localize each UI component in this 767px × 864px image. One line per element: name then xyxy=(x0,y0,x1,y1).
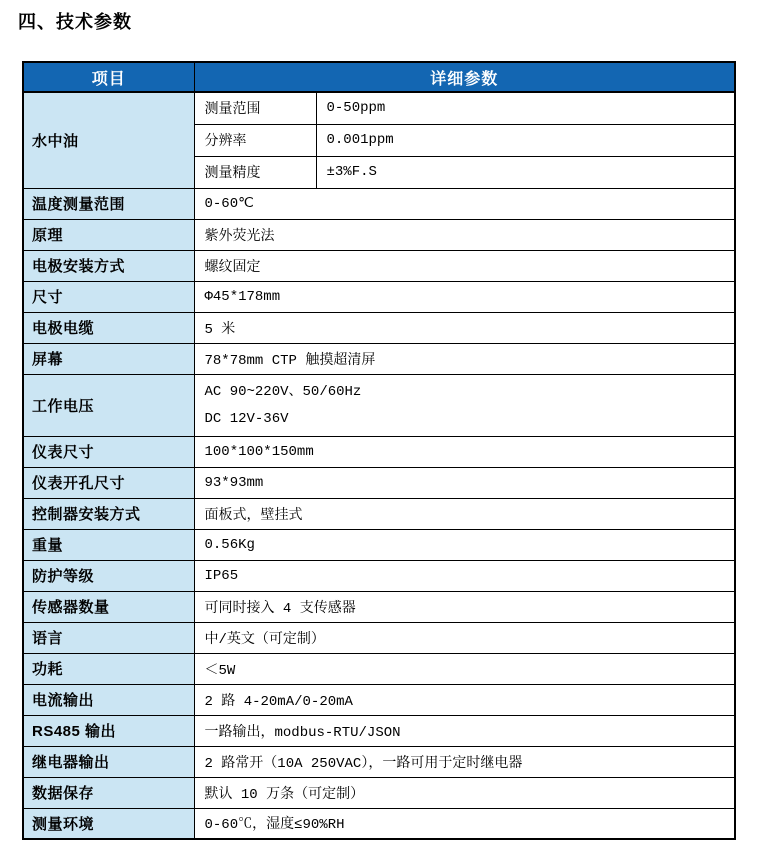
spec-table xyxy=(22,61,736,840)
table-row xyxy=(23,92,735,124)
item-cell: 工作电压 xyxy=(23,374,194,436)
item-cell: 重量 xyxy=(23,529,194,560)
header-cell-params: 详细参数 xyxy=(194,62,735,92)
param-value-cell: 一路输出，modbus-RTU/JSON xyxy=(194,715,735,746)
param-value-cell: 可同时接入 4 支传感器 xyxy=(194,591,735,622)
param-value-cell: 0.001ppm xyxy=(316,124,735,156)
value-line: AC 90~220V、50/60Hz xyxy=(204,383,362,400)
param-value-cell: 100*100*150mm xyxy=(194,436,735,467)
item-cell: 防护等级 xyxy=(23,560,194,591)
item-cell: 电极电缆 xyxy=(23,312,194,343)
item-cell: 屏幕 xyxy=(23,343,194,374)
param-label-cell: 测量精度 xyxy=(194,156,316,188)
param-label-cell: 分辨率 xyxy=(194,124,316,156)
item-cell: 电极安装方式 xyxy=(23,250,194,281)
table-row xyxy=(23,467,735,498)
item-cell: RS485 输出 xyxy=(23,715,194,746)
table-row xyxy=(23,498,735,529)
table-row xyxy=(23,808,735,839)
param-label-cell: 测量范围 xyxy=(194,92,316,124)
item-cell: 仪表尺寸 xyxy=(23,436,194,467)
param-value-cell: 紫外荧光法 xyxy=(194,219,735,250)
table-row xyxy=(23,715,735,746)
param-value-cell: 默认 10 万条（可定制） xyxy=(194,777,735,808)
param-value-cell: Φ45*178mm xyxy=(194,281,735,312)
item-cell: 温度测量范围 xyxy=(23,188,194,219)
table-row xyxy=(23,219,735,250)
value-line: DC 12V-36V xyxy=(204,410,289,427)
table-row xyxy=(23,188,735,219)
param-value-cell: 93*93mm xyxy=(194,467,735,498)
item-cell: 电流输出 xyxy=(23,684,194,715)
table-row xyxy=(23,746,735,777)
param-value-cell: 2 路 4-20mA/0-20mA xyxy=(194,684,735,715)
table-row xyxy=(23,343,735,374)
header-cell-item: 项目 xyxy=(23,62,194,92)
table-row xyxy=(23,622,735,653)
table-row xyxy=(23,777,735,808)
item-cell: 原理 xyxy=(23,219,194,250)
table-row xyxy=(23,560,735,591)
param-value-cell: 78*78mm CTP 触摸超清屏 xyxy=(194,343,735,374)
param-value-cell: 螺纹固定 xyxy=(194,250,735,281)
param-value-cell: ＜5W xyxy=(194,653,735,684)
param-value-cell: 面板式，壁挂式 xyxy=(194,498,735,529)
table-row xyxy=(23,529,735,560)
item-cell: 语言 xyxy=(23,622,194,653)
table-row xyxy=(23,653,735,684)
item-cell: 仪表开孔尺寸 xyxy=(23,467,194,498)
table-row xyxy=(23,684,735,715)
param-value-cell: 5 米 xyxy=(194,312,735,343)
item-cell: 功耗 xyxy=(23,653,194,684)
param-value-cell: 中/英文（可定制） xyxy=(194,622,735,653)
header-row xyxy=(23,62,735,92)
page-title: 四、技术参数 xyxy=(18,12,132,32)
param-value-cell: 0-60℃，湿度≤90%RH xyxy=(194,808,735,839)
table-row xyxy=(23,281,735,312)
table-row xyxy=(23,312,735,343)
item-cell: 尺寸 xyxy=(23,281,194,312)
item-cell: 继电器输出 xyxy=(23,746,194,777)
item-cell: 数据保存 xyxy=(23,777,194,808)
item-cell: 水中油 xyxy=(23,92,194,188)
table-row xyxy=(23,374,735,436)
param-value-cell: 0-50ppm xyxy=(316,92,735,124)
param-value-cell: 2 路常开（10A 250VAC），一路可用于定时继电器 xyxy=(194,746,735,777)
item-cell: 控制器安装方式 xyxy=(23,498,194,529)
param-value-cell: 0-60℃ xyxy=(194,188,735,219)
table-row xyxy=(23,591,735,622)
table-row xyxy=(23,436,735,467)
param-value-cell: 0.56Kg xyxy=(194,529,735,560)
param-value-cell: ±3%F.S xyxy=(316,156,735,188)
param-value-cell: IP65 xyxy=(194,560,735,591)
table-row xyxy=(23,250,735,281)
param-value-cell xyxy=(194,374,735,436)
item-cell: 测量环境 xyxy=(23,808,194,839)
item-cell: 传感器数量 xyxy=(23,591,194,622)
